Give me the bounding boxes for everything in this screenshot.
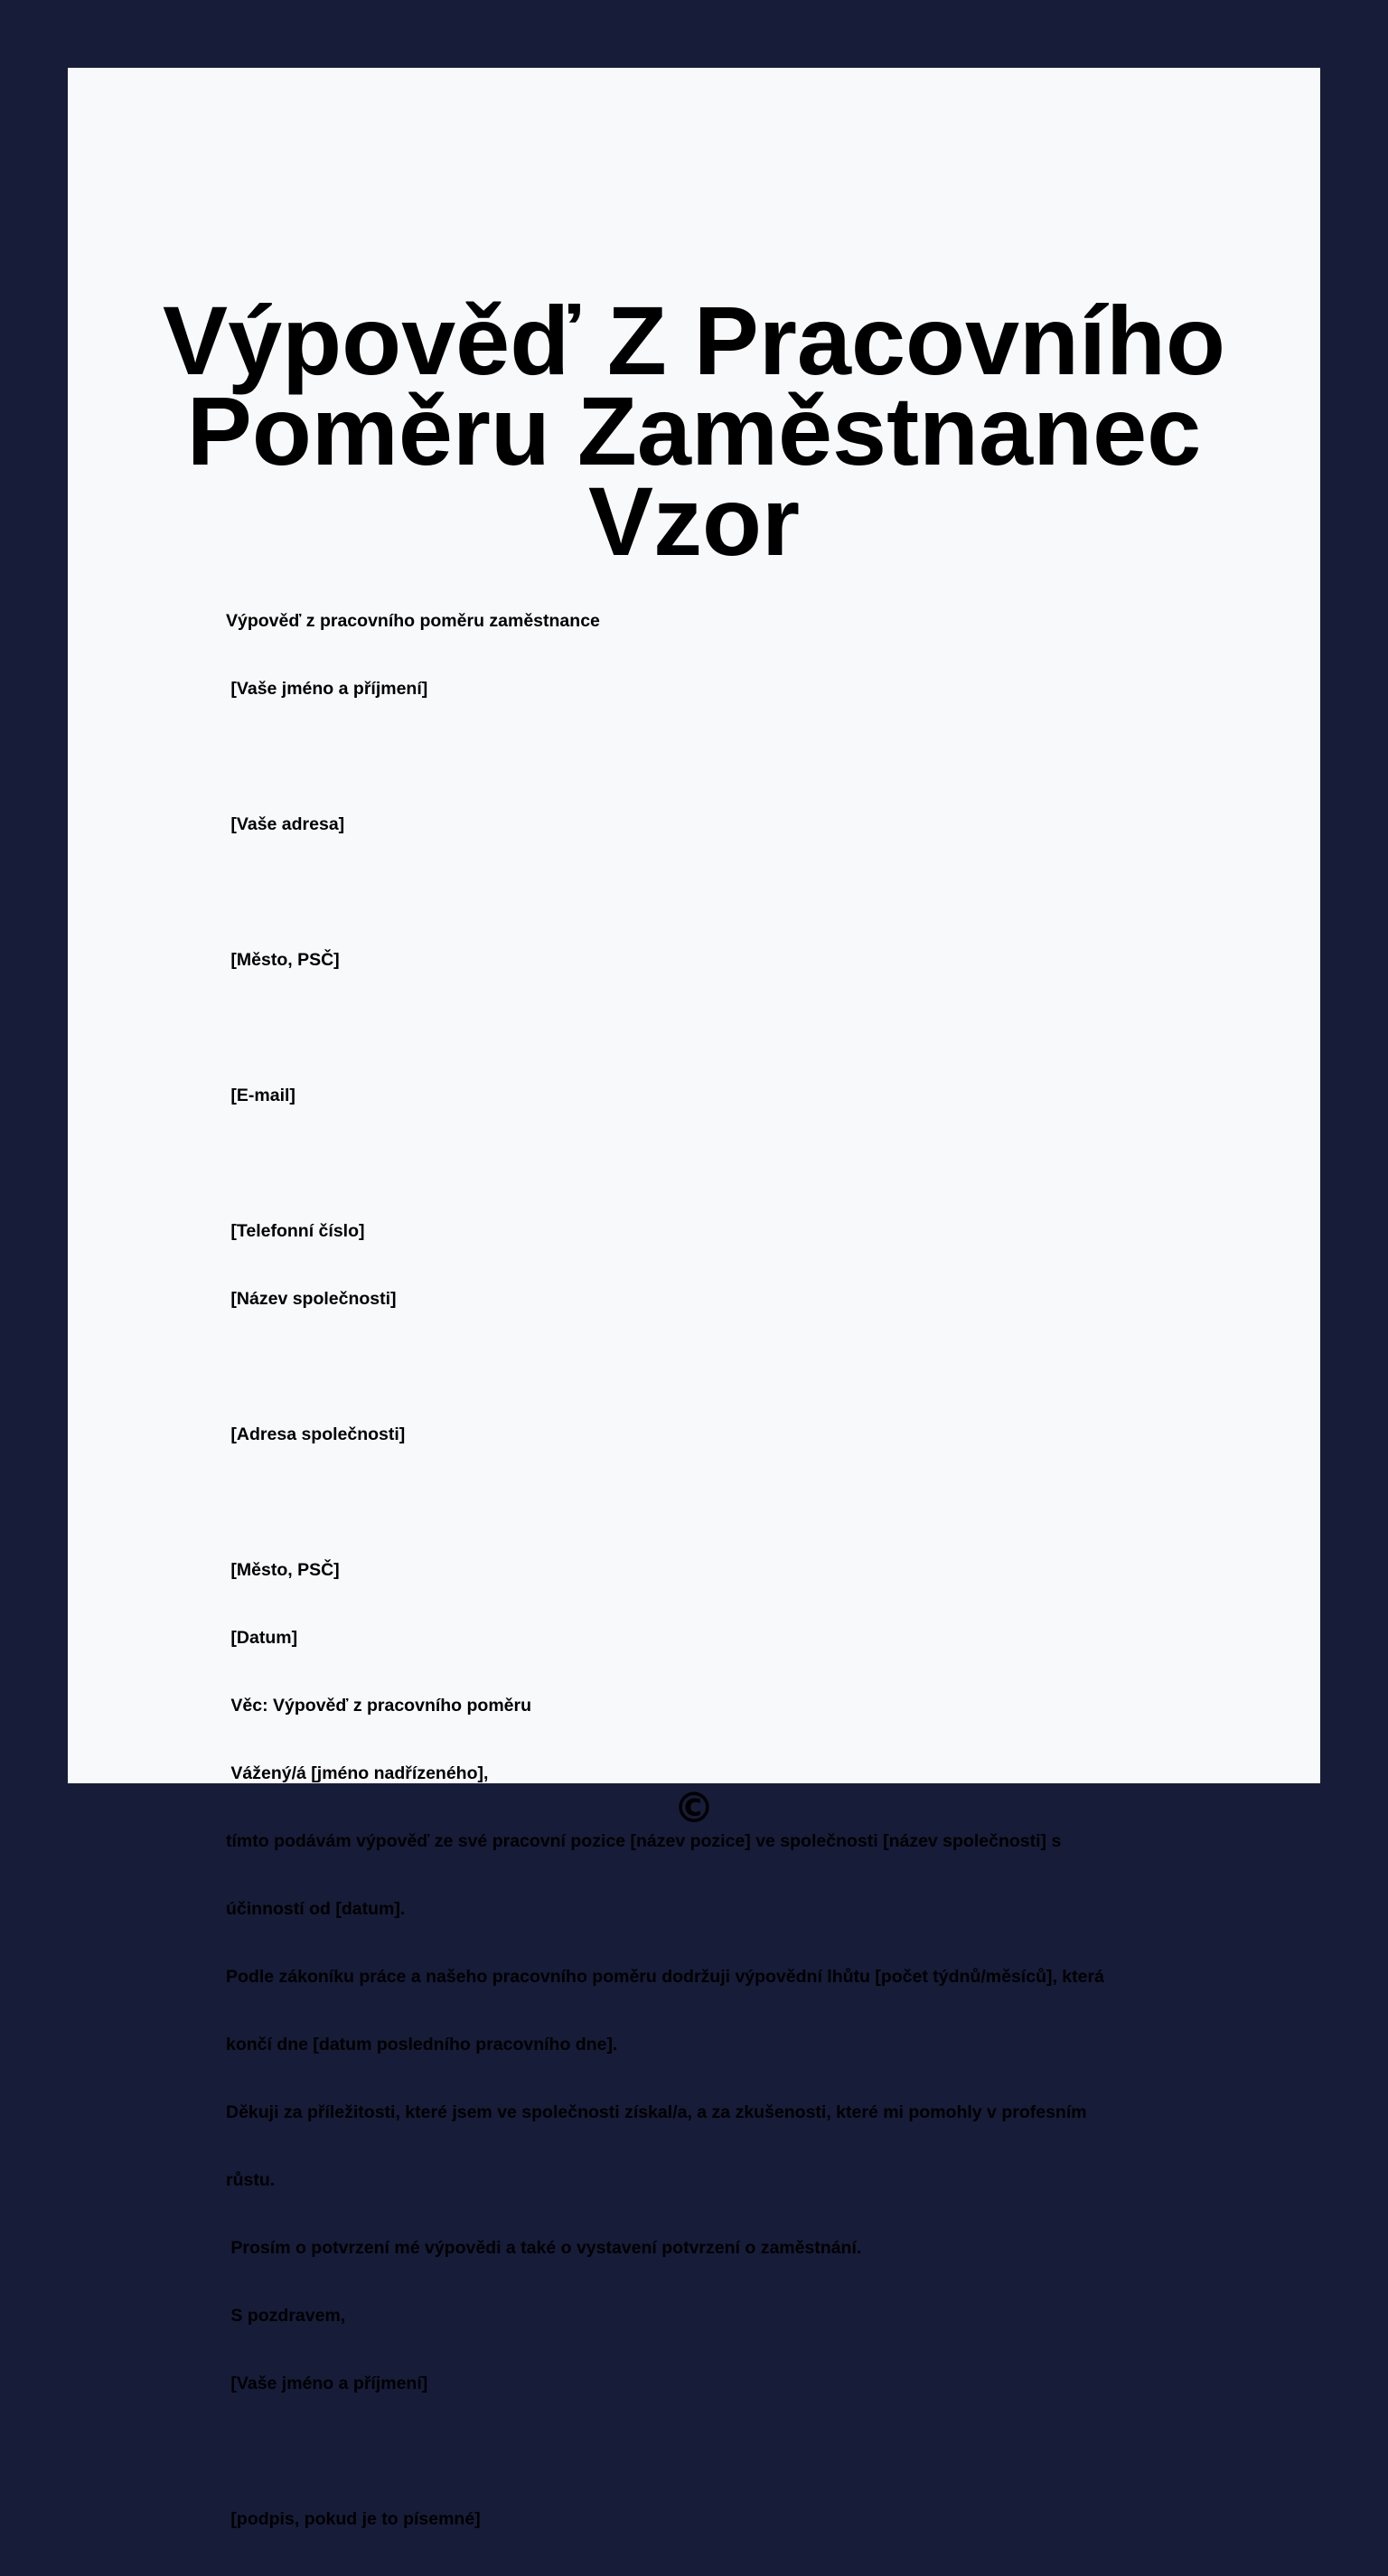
letter-line <box>226 2440 1211 2463</box>
letter-body <box>226 565 1211 2576</box>
document-title <box>68 286 1320 576</box>
letter-line: [Název společnosti] <box>226 1289 397 1309</box>
title-line-1: Výpověď Z Pracovního <box>163 286 1225 395</box>
letter-line <box>226 746 1211 768</box>
letter-line: Podle zákoníku práce a našeho pracovního poměru dodržuji výpovědní lhůtu [počet týdnů/měsíců], která <box>226 1967 1104 1987</box>
letter-line <box>226 1152 1211 1175</box>
letter-line: Děkuji za příležitosti, které jsem ve společnosti získal/a, a za zkušenosti, které mi pomohly v profesním <box>226 2102 1087 2122</box>
letter-line <box>226 881 1211 904</box>
letter-line <box>226 1017 1211 1039</box>
letter-line: účinností od [datum]. <box>226 1899 406 1919</box>
letter-line: [Město, PSČ] <box>226 950 340 970</box>
letter-line: končí dne [datum posledního pracovního dne]. <box>226 2035 618 2054</box>
letter-line: tímto podávám výpověď ze své pracovní pozice [název pozice] ve společnosti [název společnosti] s <box>226 1831 1062 1851</box>
title-line-2: Poměru Zaměstnanec Vzor <box>186 376 1202 576</box>
letter-line: růstu. <box>226 2170 276 2190</box>
letter-line: [podpis, pokud je to písemné] <box>226 2509 481 2529</box>
letter-line <box>226 1356 1211 1378</box>
letter-line <box>226 1491 1211 1514</box>
letter-line: [Vaše jméno a příjmení] <box>226 2374 428 2393</box>
letter-line: S pozdravem, <box>226 2306 346 2326</box>
letter-line: [Vaše adresa] <box>226 814 345 834</box>
letter-line: [Město, PSČ] <box>226 1560 340 1580</box>
document-page <box>68 68 1320 2529</box>
letter-line: Vážený/á [jméno nadřízeného], <box>226 1763 489 1783</box>
letter-line: [E-mail] <box>226 1086 295 1105</box>
letter-line: [Adresa společnosti] <box>226 1424 406 1444</box>
letter-line: Věc: Výpověď z pracovního poměru <box>226 1696 532 1716</box>
letter-line: [Telefonní číslo] <box>226 1221 365 1241</box>
letter-line: [Datum] <box>226 1628 298 1648</box>
letter-line: Prosím o potvrzení mé výpovědi a také o vystavení potvrzení o zaměstnání. <box>226 2238 862 2258</box>
letter-line: [Vaše jméno a příjmení] <box>226 679 428 699</box>
letter-line: Výpověď z pracovního poměru zaměstnance <box>226 611 600 631</box>
copyright-symbol: © <box>673 1783 715 1832</box>
